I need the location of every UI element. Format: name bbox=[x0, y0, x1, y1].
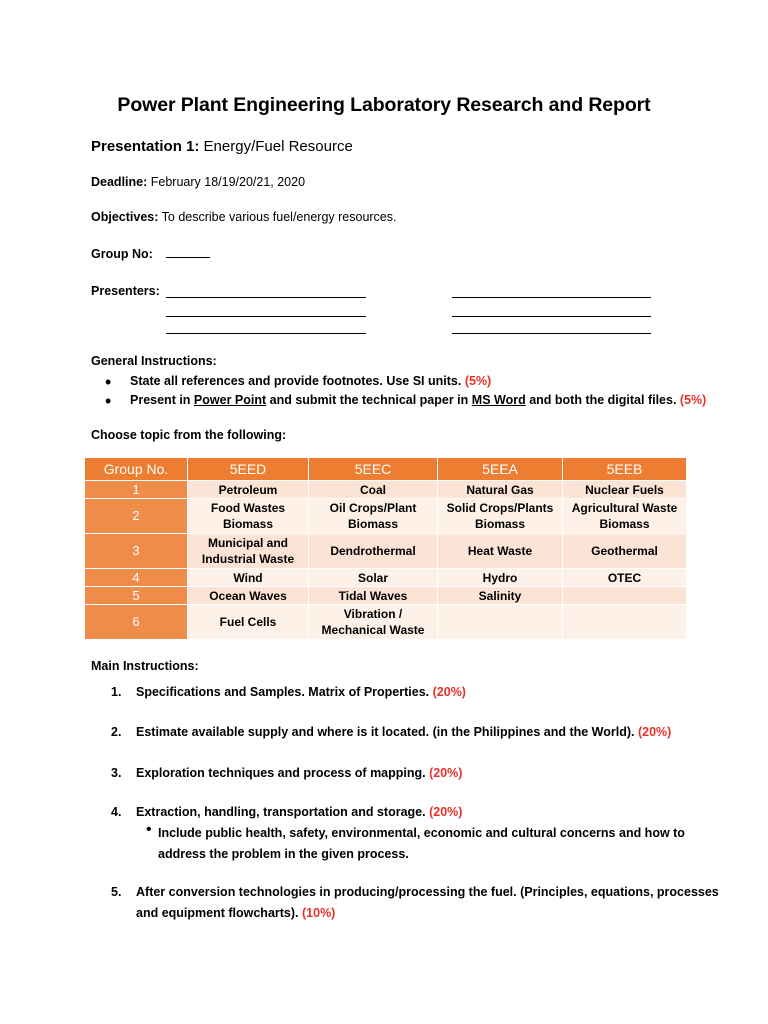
group-no-label: Group No: bbox=[91, 247, 153, 261]
table-cell: Hydro bbox=[438, 569, 563, 587]
main-item-2-number: 2. bbox=[111, 725, 122, 739]
table-row bbox=[85, 605, 687, 640]
table-cell: Heat Waste bbox=[438, 534, 563, 569]
presentation-label: Presentation 1: bbox=[91, 138, 200, 155]
power-point-link: Power Point bbox=[193, 393, 267, 407]
presenter-blank bbox=[166, 304, 366, 317]
group-no-line bbox=[91, 245, 210, 261]
main-item-5-line-1: After conversion technologies in producing/processing the fuel. (Principles, equations, processes bbox=[136, 885, 719, 899]
table-cell: Geothermal bbox=[563, 534, 687, 569]
table-cell: Coal bbox=[309, 481, 438, 499]
presenter-blank bbox=[166, 321, 366, 334]
presenter-blank bbox=[452, 321, 651, 334]
deadline-line bbox=[91, 175, 305, 189]
table-cell: Tidal Waves bbox=[309, 587, 438, 605]
table-cell: OTEC bbox=[563, 569, 687, 587]
table-header-row bbox=[85, 458, 687, 481]
group-number-cell: 5 bbox=[85, 587, 188, 605]
main-item-3-text: Exploration techniques and process of mapping. bbox=[136, 766, 426, 780]
main-item-3-number: 3. bbox=[111, 766, 122, 780]
presentation-value: Energy/Fuel Resource bbox=[203, 138, 353, 155]
group-number-cell: 2 bbox=[85, 499, 188, 534]
group-number-cell: 3 bbox=[85, 534, 188, 569]
main-item-1 bbox=[136, 685, 466, 699]
table-cell: Natural Gas bbox=[438, 481, 563, 499]
main-item-4-text: Extraction, handling, transportation and storage. bbox=[136, 805, 426, 819]
table-cell: Dendrothermal bbox=[309, 534, 438, 569]
table-cell: Agricultural Waste Biomass bbox=[563, 499, 687, 534]
main-item-1-text: Specifications and Samples. Matrix of Properties. bbox=[136, 685, 430, 699]
table-cell: Nuclear Fuels bbox=[563, 481, 687, 499]
general-instructions-heading: General Instructions: bbox=[91, 354, 217, 368]
table-row bbox=[85, 587, 687, 605]
general-item-2-pre: Present in bbox=[130, 393, 191, 407]
topics-table bbox=[84, 457, 687, 640]
deadline-value: February 18/19/20/21, 2020 bbox=[150, 175, 306, 189]
group-number-cell: 1 bbox=[85, 481, 188, 499]
main-item-2-text: Estimate available supply and where is it located. (in the Philippines and the World). bbox=[136, 725, 635, 739]
ms-word-link: MS Word bbox=[471, 393, 526, 407]
main-item-4-sub-line-1: Include public health, safety, environmental, economic and cultural concerns and how to bbox=[158, 826, 685, 840]
table-row bbox=[85, 499, 687, 534]
table-cell: Vibration / Mechanical Waste bbox=[309, 605, 438, 640]
main-instructions-heading: Main Instructions: bbox=[91, 659, 199, 673]
main-item-2-pct: (20%) bbox=[637, 725, 672, 739]
table-cell: Petroleum bbox=[188, 481, 309, 499]
main-item-2 bbox=[136, 725, 671, 739]
main-item-5-text2: and equipment flowcharts). bbox=[136, 906, 299, 920]
table-row bbox=[85, 569, 687, 587]
header-5eeb: 5EEB bbox=[563, 458, 687, 481]
main-item-1-number: 1. bbox=[111, 685, 122, 699]
general-item-1-text: State all references and provide footnotes. Use SI units. bbox=[130, 374, 462, 388]
main-item-4 bbox=[136, 805, 462, 819]
presenters-line bbox=[91, 284, 160, 298]
main-item-4-sub-line-2: address the problem in the given process. bbox=[158, 847, 409, 861]
bullet-icon: • bbox=[146, 821, 152, 838]
main-item-4-pct: (20%) bbox=[429, 805, 463, 819]
table-cell bbox=[563, 605, 687, 640]
table-cell: Food Wastes Biomass bbox=[188, 499, 309, 534]
main-item-5-pct: (10%) bbox=[302, 906, 336, 920]
general-item-1 bbox=[130, 374, 491, 388]
objectives-label: Objectives: bbox=[91, 210, 159, 224]
page-title: Power Plant Engineering Laboratory Research and Report bbox=[117, 94, 651, 116]
presenters-label: Presenters: bbox=[91, 284, 160, 298]
group-number-cell: 6 bbox=[85, 605, 188, 640]
header-5eea: 5EEA bbox=[438, 458, 563, 481]
group-no-blank bbox=[166, 245, 210, 258]
table-cell: Wind bbox=[188, 569, 309, 587]
table-cell bbox=[438, 605, 563, 640]
main-item-1-pct: (20%) bbox=[432, 685, 466, 699]
objectives-value: To describe various fuel/energy resources. bbox=[161, 210, 397, 224]
main-item-3-pct: (20%) bbox=[429, 766, 463, 780]
main-item-5-line-2 bbox=[136, 906, 335, 920]
main-item-5-number: 5. bbox=[111, 885, 122, 899]
general-item-2 bbox=[130, 393, 706, 407]
table-cell: Solar bbox=[309, 569, 438, 587]
header-5eec: 5EEC bbox=[309, 458, 438, 481]
table-cell: Solid Crops/Plants Biomass bbox=[438, 499, 563, 534]
table-cell: Oil Crops/Plant Biomass bbox=[309, 499, 438, 534]
presenter-blank bbox=[452, 304, 651, 317]
objectives-line bbox=[91, 210, 396, 224]
general-item-1-pct: (5%) bbox=[464, 374, 492, 388]
bullet-icon: • bbox=[105, 372, 112, 392]
presentation-line bbox=[91, 138, 353, 155]
group-number-cell: 4 bbox=[85, 569, 188, 587]
general-item-2-pct: (5%) bbox=[679, 393, 707, 407]
general-item-2-mid: and submit the technical paper in bbox=[269, 393, 469, 407]
header-5eed: 5EED bbox=[188, 458, 309, 481]
bullet-icon: • bbox=[105, 391, 112, 411]
main-item-4-number: 4. bbox=[111, 805, 122, 819]
table-cell: Fuel Cells bbox=[188, 605, 309, 640]
table-cell bbox=[563, 587, 687, 605]
table-cell: Ocean Waves bbox=[188, 587, 309, 605]
presenter-blank bbox=[166, 285, 366, 298]
main-item-3 bbox=[136, 766, 462, 780]
presenter-blank bbox=[452, 285, 651, 298]
table-cell: Salinity bbox=[438, 587, 563, 605]
table-cell: Municipal and Industrial Waste bbox=[188, 534, 309, 569]
table-row bbox=[85, 534, 687, 569]
table-row bbox=[85, 481, 687, 499]
general-item-2-post: and both the digital files. bbox=[529, 393, 677, 407]
header-group-no: Group No. bbox=[85, 458, 188, 481]
choose-topic-heading: Choose topic from the following: bbox=[91, 428, 287, 442]
deadline-label: Deadline: bbox=[91, 175, 148, 189]
